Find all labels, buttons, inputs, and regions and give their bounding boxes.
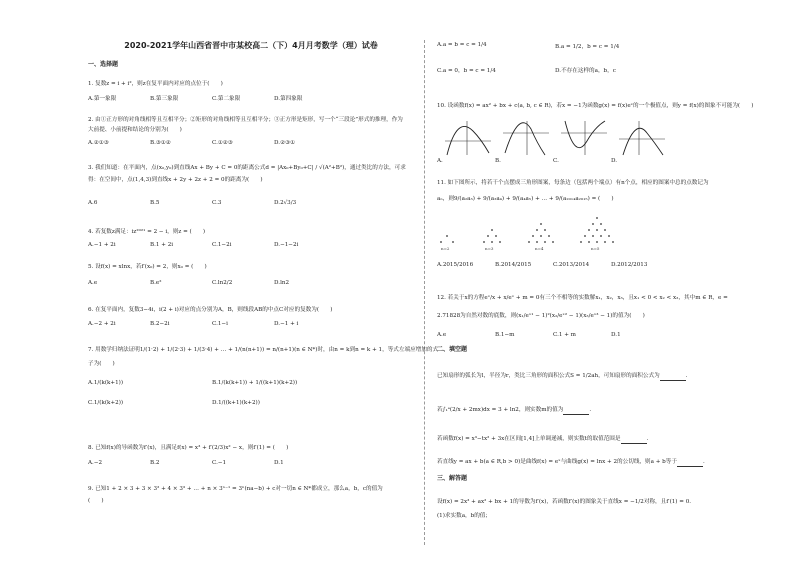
option: B.1/(k(k+1)) + 1/((k+1)(k+2)) [212,380,298,386]
option: B.a = 1/2，b = c = 1/4 [555,44,620,50]
option: A.e [88,280,98,286]
question-12-line-2: 2.71828为自然对数的底数，则(x₁/eˣ¹ − 1)²(x₂/eˣ² − 1)(x₃/eˣ³ − 1)的值为( ) [437,313,645,319]
question-11-triangle-figure [437,212,657,252]
option: C.a = 0，b = c = 1/4 [437,68,496,74]
section-solve-heading: 三、解答题 [437,475,468,482]
option: D.−1 + i [274,321,299,327]
question-8: 8. 已知f(x)的导函数为f′(x)，且满足f(x) = x³ + f′(2/3)x² − x，则f′(1) = ( ) [88,445,289,451]
section-choice-heading: 一、选择题 [88,61,119,68]
option: C.−1 [212,460,227,466]
option: A.−1 + 2i [88,242,116,248]
fill-text: 若直线y = ax + b(a ∈ R,b > 0)是曲线f(x) = eˣ与曲线g(x) = lnx + 2的公切线，则a + b等于 [437,459,677,465]
triangle-label: n=5 [591,246,600,251]
question-6: 6. 在复平面内，复数3−4i，i(2 + i)对应的点分别为A，B，则线段AB的中点C对应的复数为( ) [88,307,333,313]
fill-text: 若函数f(x) = x³−tx² + 3x在区间[1,4]上单调递减，则实数t的取值范围是 [437,436,621,442]
triangle-label: n=2 [441,246,450,251]
question-3-line-1: 3. 我们知道：在平面内，点(x₀,y₀)到直线Ax + By + C = 0的距离公式d = |Ax₀+By₀+C| / √(A²+B²)，通过类比的方法，可求 [88,165,406,171]
option: D.1/((k+1)(k+2)) [212,400,260,406]
option: B.1−m [495,332,515,338]
option: D.ln2 [274,280,290,286]
triangle-label: n=4 [535,246,544,251]
option: C.1−i [212,321,228,327]
column-divider [424,40,425,545]
graph-d [617,119,667,157]
option: B.e² [150,280,162,286]
fill-question-4: 若直线y = ax + b(a ∈ R,b > 0)是曲线f(x) = eˣ与曲线g(x) = lnx + 2的公切线，则a + b等于 . [437,459,705,465]
question-9-line-2: ( ) [88,498,104,504]
question-11-line-1: 11. 如下图所示，将若干个点摆成三角形图案，每条边（包括两个端点）有n个点，相应的图案中总的点数记为 [437,180,709,186]
solve-question-1-part-1: (1)求实数a，b的值； [437,513,491,519]
question-2-line-1: 2. 由①正方形的对角线相等且互相平分；②矩形的对角线相等且互相平分；③正方形是矩形，写一个“三段论”形式的推理，作为 [88,117,403,123]
option: A.②①③ [88,140,109,146]
question-7-line-2: 子为( ) [88,361,115,367]
option: A.a = b = c = 1/4 [437,42,487,48]
option: D.2012/2013 [611,262,648,268]
option: D.②③① [274,140,296,146]
option: C.1 + m [553,332,576,338]
option: C.1−2i [212,242,232,248]
triangle-label: n=3 [485,246,494,251]
question-5: 5. 设f(x) = xlnx，若f′(x₀) = 2，则x₀ = ( ) [88,264,207,270]
answer-blank[interactable] [563,408,589,415]
answer-blank[interactable] [660,374,686,381]
graph-a [443,119,493,157]
option: A.e [437,332,447,338]
option: B.2 [150,460,160,466]
option: D.1 [611,332,621,338]
option: D. [611,158,618,164]
option: D.第四象限 [274,96,303,102]
question-9-line-1: 9. 已知1 + 2 × 3 + 3 × 3² + 4 × 3³ + … + n × 3ⁿ⁻¹ = 3ⁿ(na−b) + c对一切n ∈ N*都成立，那么a，b，c的值为 [88,486,383,492]
option: C.ln2/2 [212,280,233,286]
answer-blank[interactable] [621,437,647,444]
graph-b [501,119,551,157]
fill-text: 若∫₁ᵃ(2/x + 2mx)dx = 3 + ln2，则实数m的值为 [437,407,564,413]
question-12-line-1: 12. 若关于x的方程eˣ/x + x/eˣ + m = 0有三个不相等的实数解x₁，x₂，x₃，且x₁ < 0 < x₂ < x₃，其中m ∈ R，e = [437,295,728,301]
option: D.−1−2i [274,242,299,248]
question-3-line-2: 得：在空间中，点(1,4,3)到直线x + 2y + 2z + 2 = 0的距离为( ) [88,177,263,183]
option: B. [495,158,501,164]
fill-text: 已知扇形的弧长为l，半径为r，类比三角形的面积公式S = 1/2ah，可知扇形的面积公式为 [437,373,660,379]
question-2-line-2: 大前提、小前提和结论的分别为( ) [88,127,182,133]
option: D.不存在这样的a，b，c [555,68,616,74]
question-4: 4. 若复数z满足：iz²⁰²¹ = 2 − i，则z = ( ) [88,229,206,235]
question-10: 10. 设函数f(x) = ax² + bx + c(a, b, c ∈ R)，若x = −1为函数g(x) = f(x)eˣ的一个极值点，则y = f(x)的图象不可能为( ) [437,103,754,109]
fill-question-2: 若∫₁ᵃ(2/x + 2mx)dx = 3 + ln2，则实数m的值为 . [437,407,592,413]
option: C.1/(k(k+2)) [88,400,124,406]
answer-blank[interactable] [677,460,703,467]
option: C.①②③ [212,140,233,146]
fill-question-3: 若函数f(x) = x³−tx² + 3x在区间[1,4]上单调递减，则实数t的取值范围是 . [437,436,649,442]
question-1: 1. 复数z = i + i²，则z在复平面内对应的点位于( ) [88,81,223,87]
option: C.第二象限 [212,96,241,102]
option: A.第一象限 [88,96,117,102]
question-7-line-1: 7. 用数学归纳法证明1/(1·2) + 1/(2·3) + 1/(3·4) + … + 1/(n(n+1)) = n/(n+1)(n ∈ N*)时，由n = k到n = k + 1，等式左端应增加的式 [88,347,439,353]
option: D.1 [274,460,284,466]
option: B.③①② [150,140,171,146]
option: A.1/(k(k+1)) [88,380,124,386]
exam-title: 2020-2021学年山西省晋中市某校高二（下）4月月考数学（理）试卷 [124,41,378,50]
option: B.2−2i [150,321,170,327]
question-10-graphs [437,119,767,157]
option: B.5 [150,200,160,206]
option: B.1 + 2i [150,242,174,248]
option: B.第三象限 [150,96,179,102]
option: A. [437,158,443,164]
question-11-line-2: aₙ，则9/(a₂a₃) + 9/(a₃a₄) + 9/(a₄a₅) + … + 9/(a₂₀₁₄a₂₀₁₅) = ( ) [437,196,614,202]
graph-c [559,119,609,157]
section-fill-heading: 二、填空题 [437,346,468,353]
option: A.6 [88,200,98,206]
option: D.2√3/3 [274,200,297,206]
option: C.2013/2014 [553,262,590,268]
option: C.3 [212,200,222,206]
option: A.−2 [88,460,103,466]
fill-question-1: 已知扇形的弧长为l，半径为r，类比三角形的面积公式S = 1/2ah，可知扇形的面积公式为 . [437,373,688,379]
option: C. [553,158,559,164]
solve-question-1: 设f(x) = 2x³ + ax² + bx + 1的导数为f′(x)，若函数f′(x)的图象关于直线x = −1/2对称，且f′(1) = 0. [437,499,692,505]
option: A.−2 + 2i [88,321,116,327]
option: A.2015/2016 [437,262,474,268]
option: B.2014/2015 [495,262,532,268]
